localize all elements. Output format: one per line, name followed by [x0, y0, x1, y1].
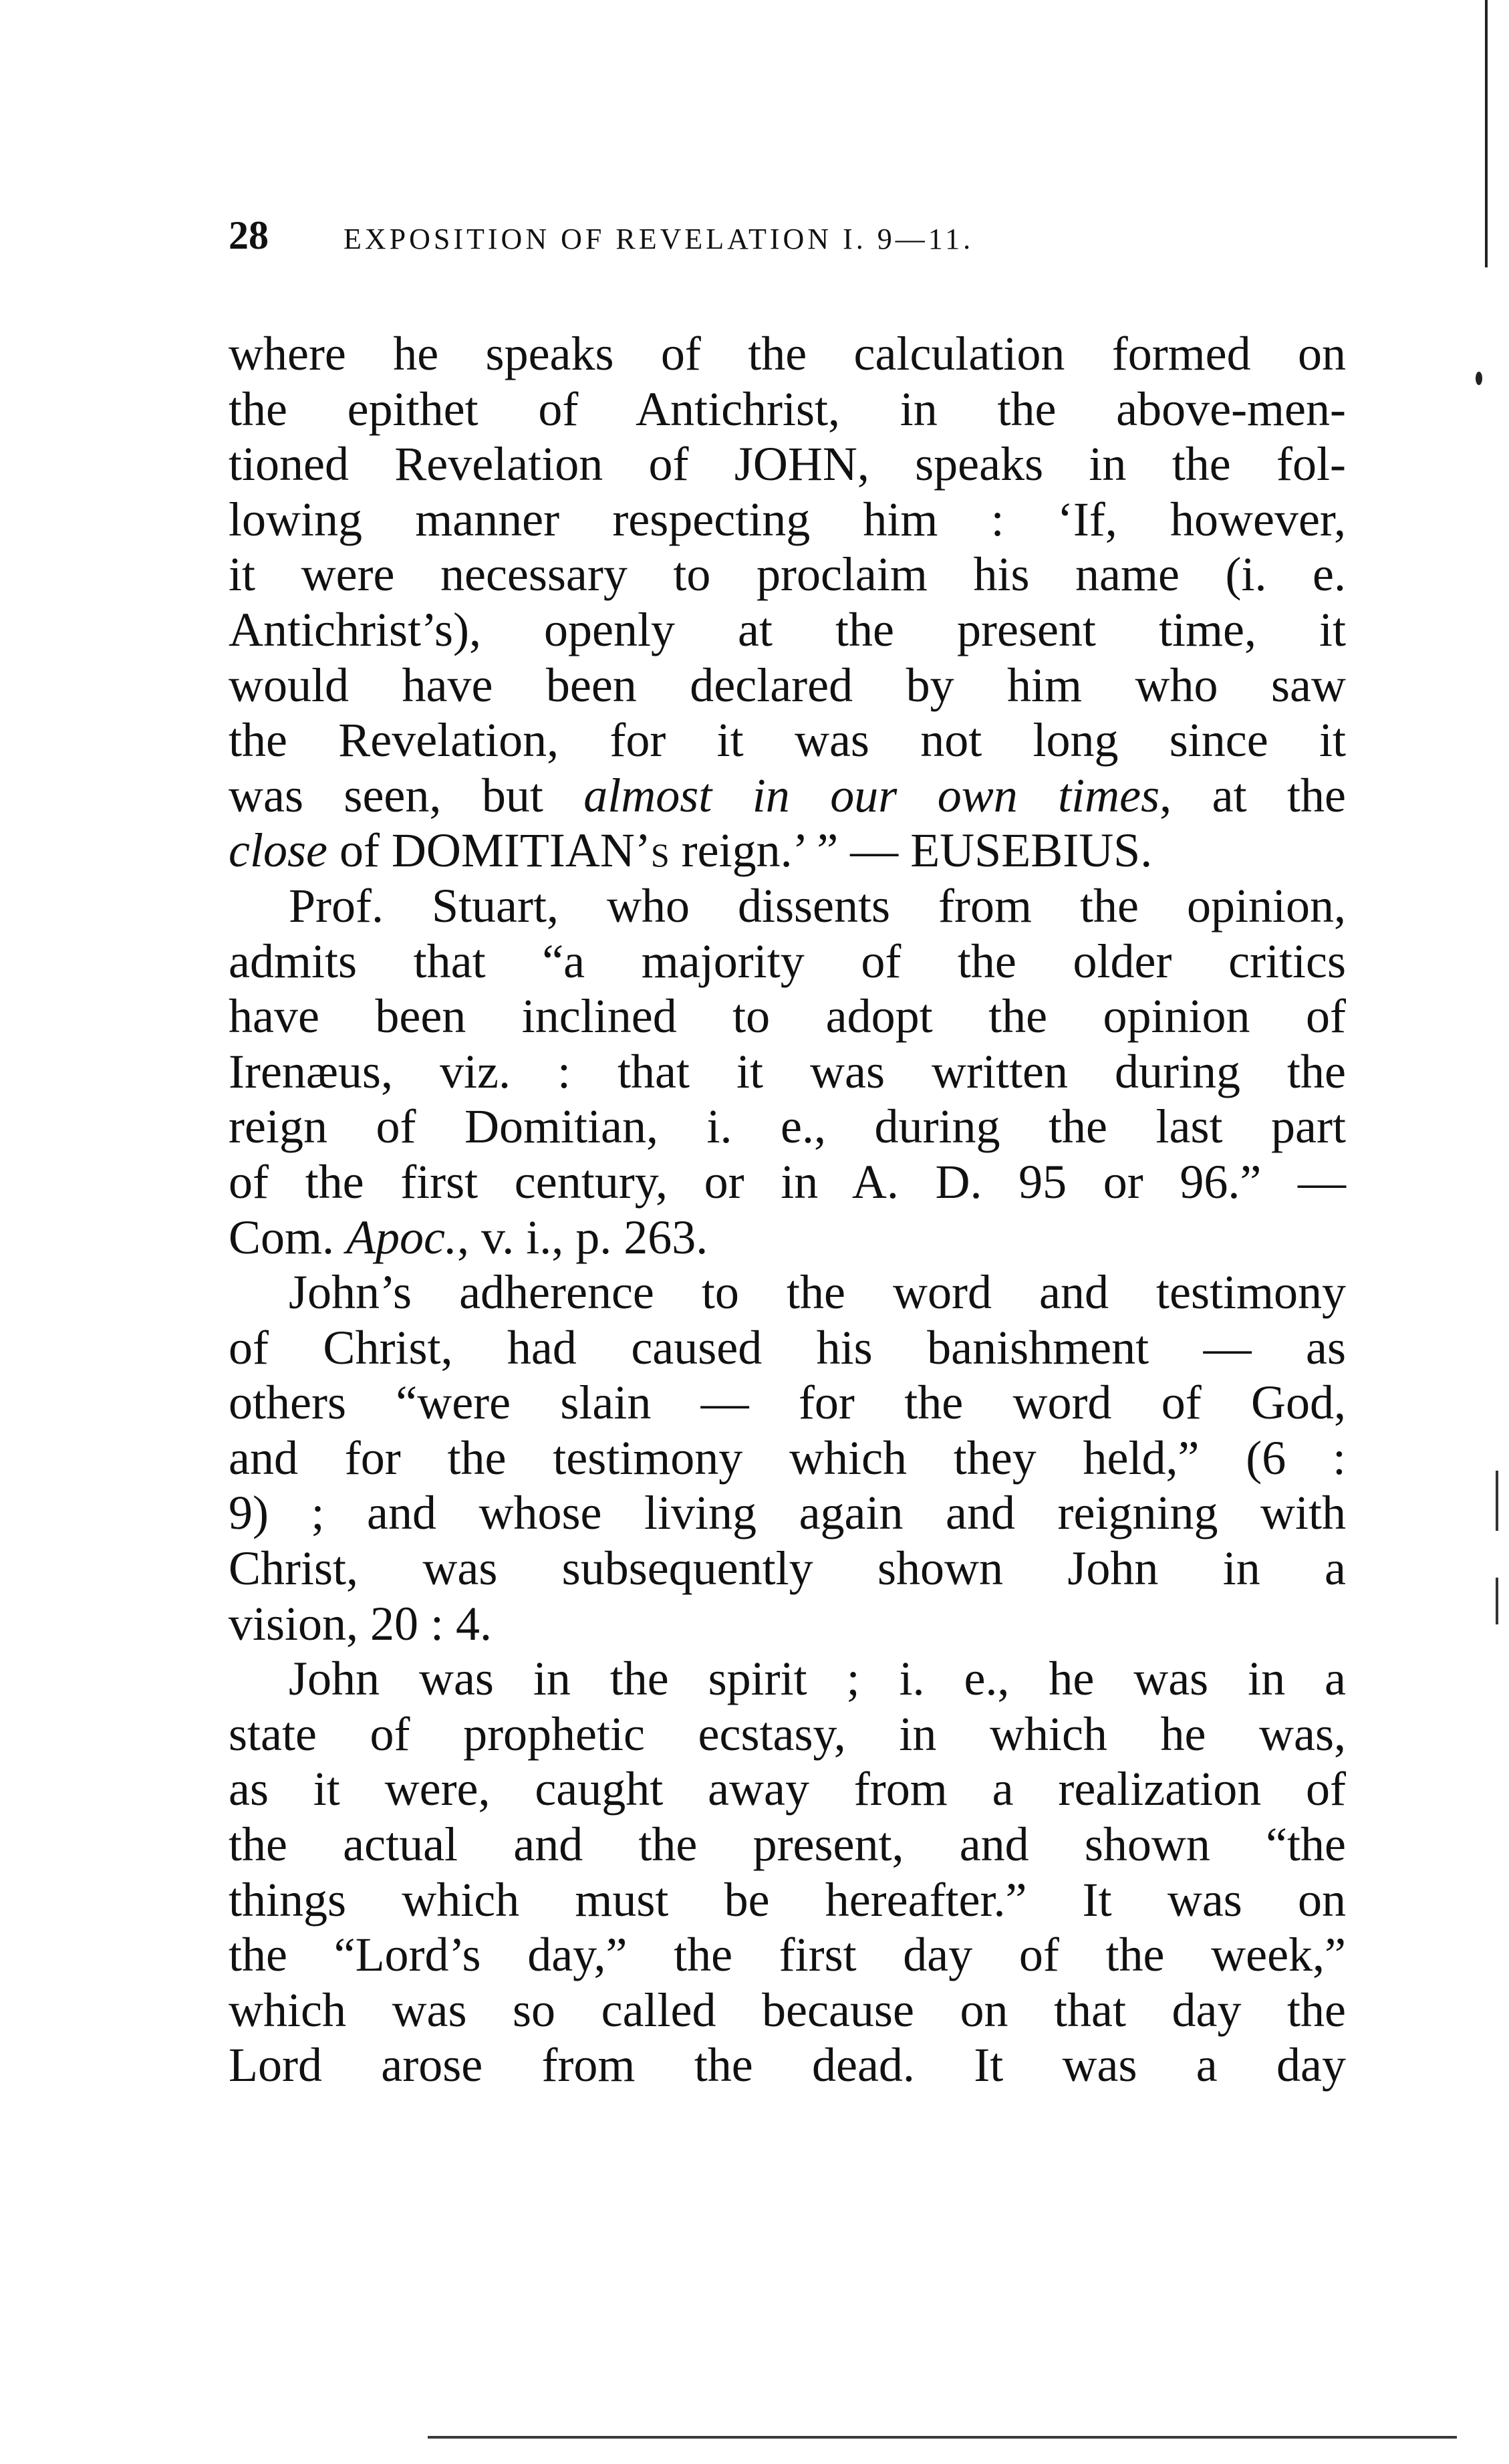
name-domitian: DOMITIAN’s [391, 824, 670, 878]
text-line: where he speaks of the calculation formed on [229, 327, 1346, 380]
text-line: Prof. Stuart, who dissents from the opinion, [289, 878, 1346, 933]
text-line: 9) ; and whose living again and reigning with [229, 1486, 1346, 1540]
text-line: which was so called because on that day the [229, 1983, 1346, 2037]
text-line [229, 1210, 1346, 1265]
margin-mark [1496, 1471, 1498, 1531]
text-line: others “were slain — for the word of God, [229, 1376, 1346, 1430]
text-line: reign of Domitian, i. e., during the last part [229, 1100, 1346, 1154]
text-line: things which must be hereafter.” It was on [229, 1872, 1346, 1927]
paragraph [229, 1265, 1346, 1651]
text-run: of [327, 824, 392, 878]
text-run: , speaks in the fol- [857, 437, 1346, 491]
text-line: admits that “a majority of the older critics [229, 934, 1346, 988]
text-line: would have been declared by him who saw [229, 658, 1346, 712]
text-line [229, 823, 1346, 878]
text-run: was seen, but [229, 768, 584, 822]
text-line: state of prophetic ecstasy, in which he was, [229, 1707, 1346, 1761]
italic-phrase: Apoc. [346, 1210, 457, 1264]
text-line: have been inclined to adopt the opinion of [229, 989, 1346, 1043]
text-line: the actual and the present, and shown “the [229, 1818, 1346, 1872]
text-run: tioned Revelation of [229, 437, 734, 491]
text-line: John was in the spirit ; i. e., he was in a [289, 1652, 1346, 1706]
text-run: , v. i., p. 263. [456, 1210, 708, 1264]
text-line: the epithet of Antichrist, in the above-men- [229, 382, 1346, 436]
name-john: JOHN [734, 437, 857, 491]
page-number: 28 [229, 213, 269, 257]
text-line: the Revelation, for it was not long since it [229, 713, 1346, 767]
text-line: Irenæus, viz. : that it was written during the [229, 1044, 1346, 1098]
text-line: it were necessary to proclaim his name (i. e. [229, 547, 1346, 602]
text-line [229, 437, 1346, 492]
page-speck [1476, 372, 1482, 385]
text-line: lowing manner respecting him : ‘If, however, [229, 492, 1346, 546]
text-line: vision, 20 : 4. [229, 1596, 493, 1650]
text-run: Com. [229, 1210, 347, 1264]
text-line: as it were, caught away from a realization of [229, 1762, 1346, 1816]
text-line: Christ, was subsequently shown John in a [229, 1542, 1346, 1596]
text-run: , at the [1159, 768, 1346, 822]
margin-mark [1496, 1578, 1498, 1624]
italic-phrase: close [229, 824, 327, 878]
paragraph [229, 1651, 1346, 2093]
page-header [229, 213, 1338, 266]
text-line: the “Lord’s day,” the first day of the week,” [229, 1928, 1346, 1982]
paragraph [229, 326, 1346, 878]
text-line: John’s adherence to the word and testimony [289, 1265, 1346, 1320]
paragraph [229, 878, 1346, 1265]
text-line: of Christ, had caused his banishment — as [229, 1320, 1346, 1374]
attribution-eusebius: EUSEBIUS. [910, 824, 1153, 878]
text-line: and for the testimony which they held,” (6 : [229, 1431, 1346, 1485]
italic-phrase: almost in our own times [583, 768, 1160, 822]
running-head: EXPOSITION OF REVELATION I. 9—11. [344, 223, 974, 255]
text-line: of the first century, or in A. D. 95 or 96.” — [229, 1154, 1346, 1209]
page-edge-rule [1485, 0, 1488, 267]
text-line: Antichrist’s), openly at the present time, it [229, 602, 1346, 656]
text-line: Lord arose from the dead. It was a day [229, 2038, 1346, 2092]
bottom-rule [428, 2436, 1457, 2439]
text-run: reign.’ ” — [669, 824, 911, 878]
text-line [229, 768, 1346, 824]
body-text [229, 326, 1346, 2093]
